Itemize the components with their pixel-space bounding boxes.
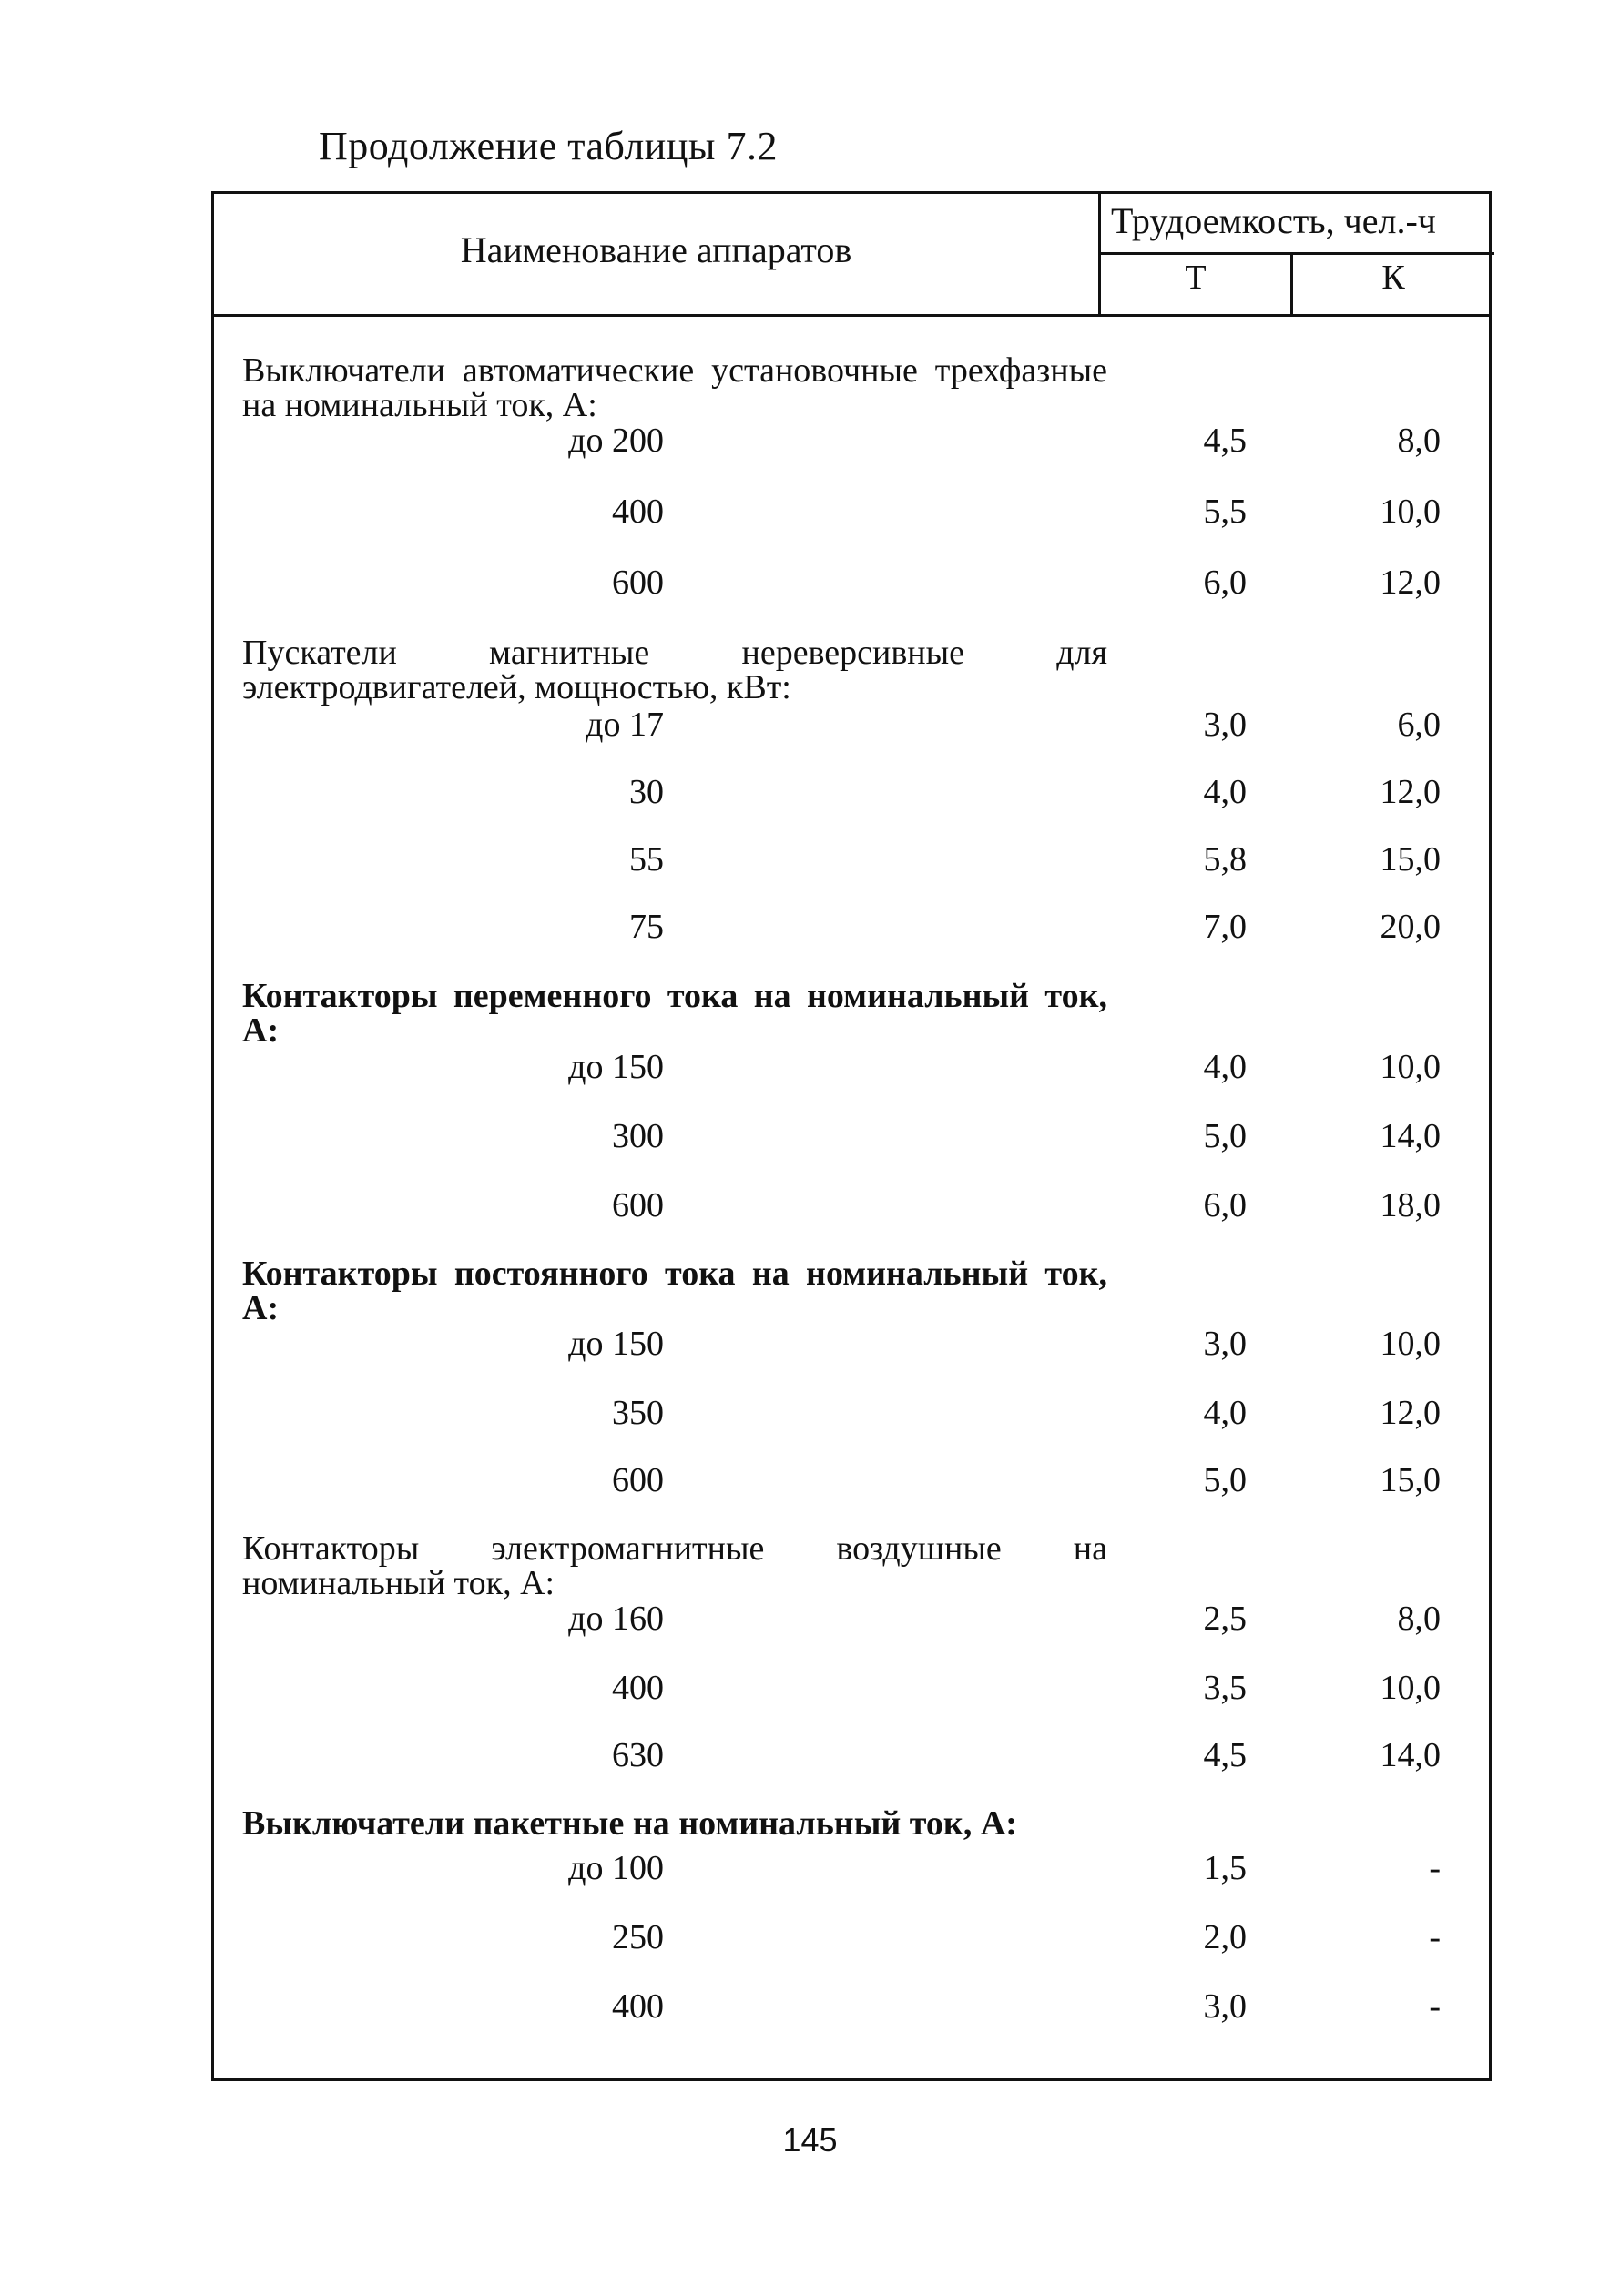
row-k-value: 15,0 (1380, 1461, 1441, 1499)
row-label: 400 (612, 1987, 664, 2026)
group-title: Контакторы переменного тока на номинальный ток, А: (242, 977, 1107, 1050)
row-k-value: 8,0 (1397, 422, 1441, 460)
row-label: 400 (612, 1669, 664, 1707)
row-t-value: 3,0 (1203, 1325, 1247, 1363)
row-k-value: 12,0 (1380, 1394, 1441, 1432)
header-k-column: К (1381, 259, 1405, 297)
row-t-value: 5,8 (1203, 840, 1247, 879)
row-label: 250 (612, 1918, 664, 1956)
group-title: Пускатели магнитные нереверсивные для электродвигателей, мощностью, кВт: (242, 634, 1107, 706)
group-title: Выключатели автоматические установочные трехфазные на номинальный ток, А: (242, 351, 1107, 424)
row-k-value: 20,0 (1380, 908, 1441, 946)
row-k-value: 6,0 (1397, 706, 1441, 744)
row-label: 350 (612, 1394, 664, 1432)
row-t-value: 6,0 (1203, 1186, 1247, 1224)
row-k-value: 10,0 (1380, 1048, 1441, 1086)
row-t-value: 3,0 (1203, 1987, 1247, 2026)
row-label: до 17 (586, 706, 664, 744)
row-t-value: 4,5 (1203, 422, 1247, 460)
row-k-value: 18,0 (1380, 1186, 1441, 1224)
row-t-value: 2,0 (1203, 1918, 1247, 1956)
row-t-value: 5,5 (1203, 493, 1247, 531)
row-t-value: 6,0 (1203, 564, 1247, 602)
header-subdivider (1098, 252, 1494, 255)
group-title: Выключатели пакетные на номинальный ток, А: (242, 1804, 1017, 1843)
row-t-value: 4,5 (1203, 1736, 1247, 1774)
row-label: до 100 (568, 1849, 664, 1887)
row-label: до 150 (568, 1325, 664, 1363)
page-number: 145 (782, 2121, 838, 2159)
header-t-column: Т (1185, 259, 1207, 297)
group-title: Контакторы постоянного тока на номинальный ток, А: (242, 1255, 1107, 1327)
row-k-value: 10,0 (1380, 1325, 1441, 1363)
row-k-value: - (1429, 1849, 1441, 1887)
row-t-value: 4,0 (1203, 1394, 1247, 1432)
header-name-column: Наименование аппаратов (460, 229, 852, 270)
row-label: до 160 (568, 1600, 664, 1638)
row-label: 630 (612, 1736, 664, 1774)
header-bottom-rule (214, 314, 1489, 317)
row-k-value: 14,0 (1380, 1736, 1441, 1774)
row-label: 600 (612, 1186, 664, 1224)
table-caption: Продолжение таблицы 7.2 (319, 124, 778, 168)
row-label: 55 (629, 840, 664, 879)
row-label: 30 (629, 773, 664, 811)
row-k-value: 10,0 (1380, 1669, 1441, 1707)
row-label: 75 (629, 908, 664, 946)
row-t-value: 1,5 (1203, 1849, 1247, 1887)
row-label: 300 (612, 1117, 664, 1155)
apparatus-table (211, 191, 1492, 2081)
row-k-value: 10,0 (1380, 493, 1441, 531)
row-label: до 150 (568, 1048, 664, 1086)
row-k-value: - (1429, 1918, 1441, 1956)
row-t-value: 2,5 (1203, 1600, 1247, 1638)
row-k-value: 12,0 (1380, 773, 1441, 811)
row-k-value: 14,0 (1380, 1117, 1441, 1155)
row-t-value: 5,0 (1203, 1117, 1247, 1155)
row-label: 600 (612, 564, 664, 602)
row-t-value: 7,0 (1203, 908, 1247, 946)
group-title: Контакторы электромагнитные воздушные на номинальный ток, А: (242, 1529, 1107, 1602)
row-t-value: 4,0 (1203, 773, 1247, 811)
row-k-value: 8,0 (1397, 1600, 1441, 1638)
row-t-value: 3,0 (1203, 706, 1247, 744)
row-label: 400 (612, 493, 664, 531)
row-t-value: 4,0 (1203, 1048, 1247, 1086)
row-label: 600 (612, 1461, 664, 1499)
row-label: до 200 (568, 422, 664, 460)
row-t-value: 5,0 (1203, 1461, 1247, 1499)
row-k-value: - (1429, 1987, 1441, 2026)
header-labor-column: Трудоемкость, чел.-ч (1111, 200, 1436, 241)
row-k-value: 15,0 (1380, 840, 1441, 879)
row-k-value: 12,0 (1380, 564, 1441, 602)
row-t-value: 3,5 (1203, 1669, 1247, 1707)
